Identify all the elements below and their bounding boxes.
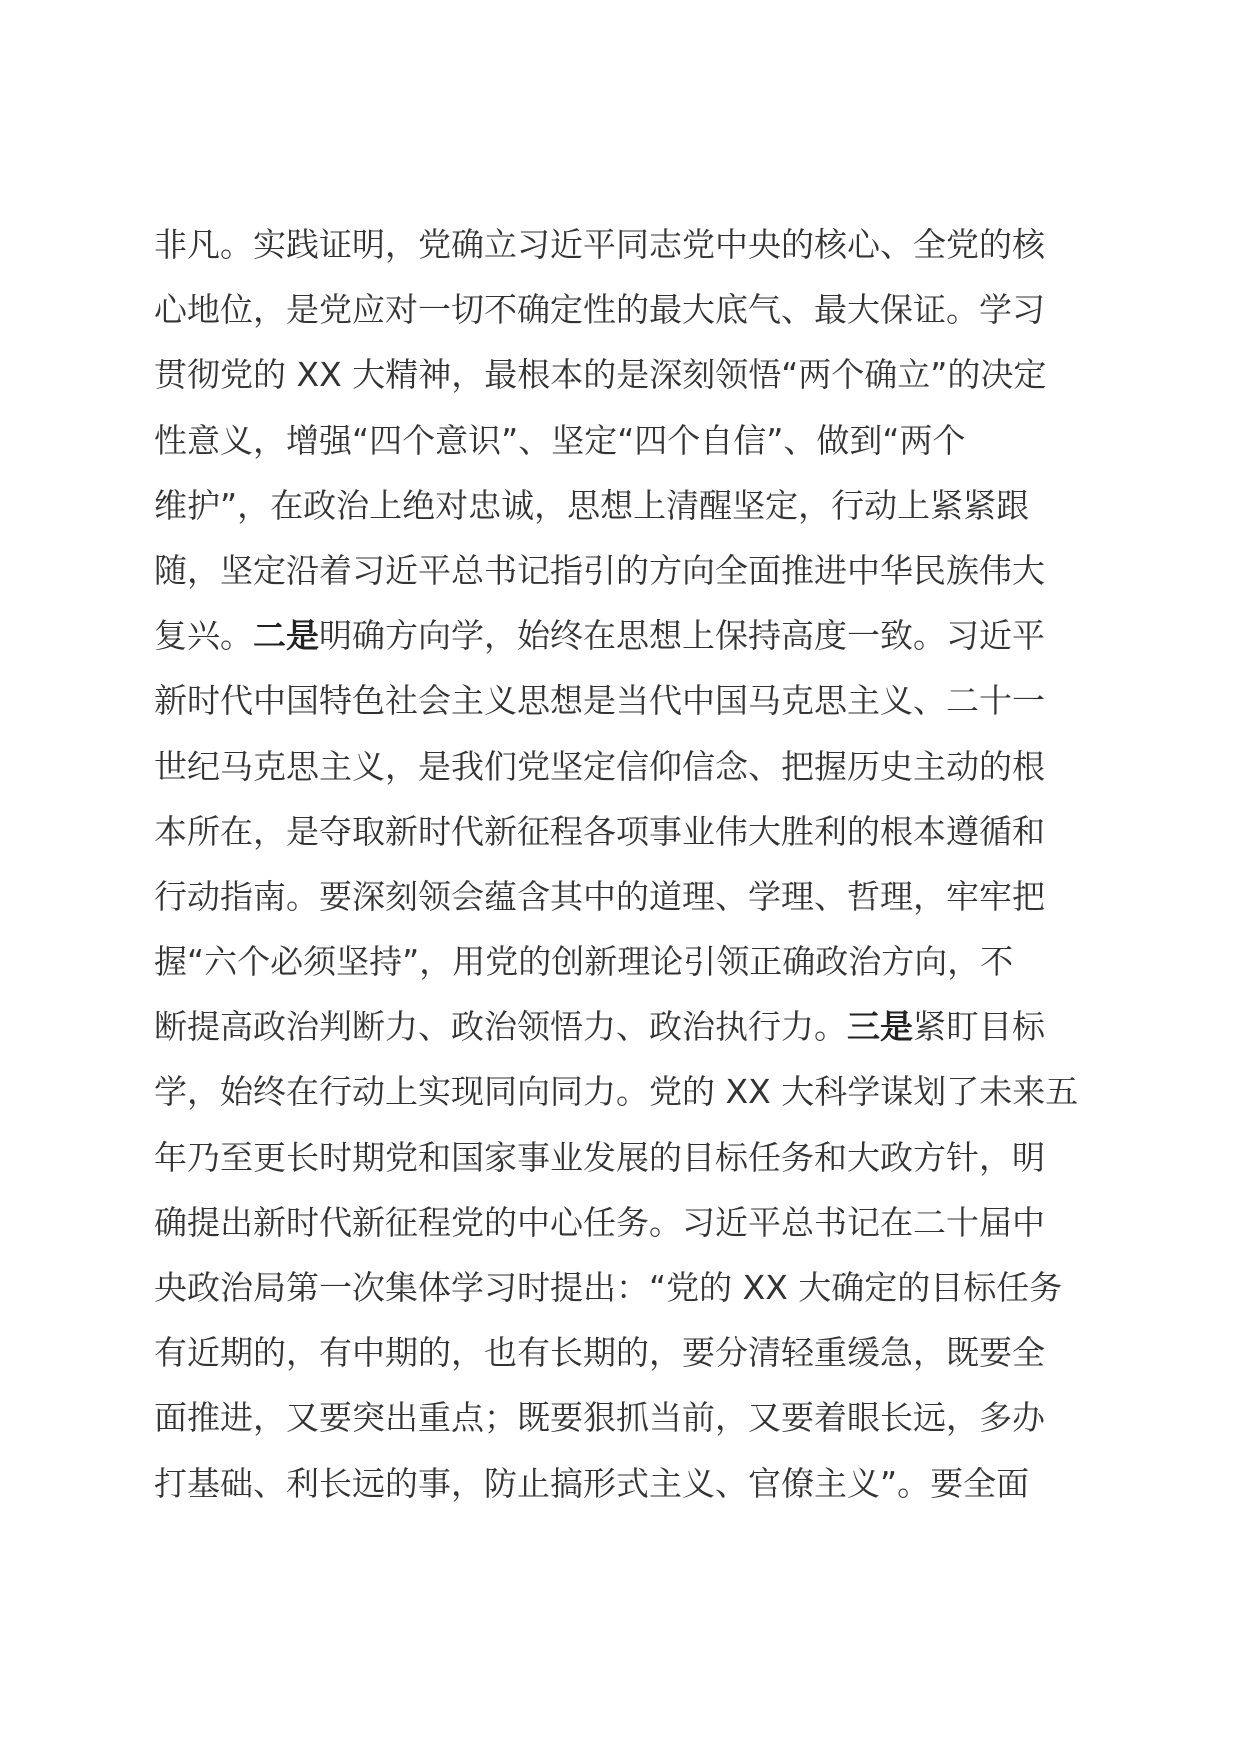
text-segment: 明确方向学，始终在思想上保持高度一致。习近平: [319, 616, 1045, 656]
text-segment: 非凡。实践证明，党确立习近平同志党中央的核心、全党的核: [154, 225, 1045, 264]
text-segment: 有近期的，有中期的，也有长期的，要分清轻重缓急，既要全: [154, 1333, 1045, 1373]
text-line: [154, 1125, 1094, 1190]
text-line: [154, 1059, 1094, 1124]
body-paragraph: [154, 212, 1094, 1516]
text-line: [154, 799, 1094, 864]
text-segment: 打基础、利长远的事，防止搞形式主义、官僚主义”。要全面: [154, 1463, 1030, 1503]
text-segment: 年乃至更长时期党和国家事业发展的目标任务和大政方针，明: [154, 1137, 1045, 1177]
text-line: [154, 1320, 1094, 1385]
text-segment: 面推进，又要突出重点；既要狠抓当前，又要着眼长远，多办: [154, 1398, 1045, 1438]
text-segment: 本所在，是夺取新时代新征程各项事业伟大胜利的根本遵循和: [154, 811, 1045, 851]
text-segment: 紧盯目标: [913, 1007, 1045, 1047]
text-line: [154, 668, 1094, 733]
text-line: [154, 212, 1094, 277]
text-segment: 确提出新时代新征程党的中心任务。习近平总书记在二十届中: [154, 1202, 1045, 1242]
text-segment: 学，始终在行动上实现同向同力。党的 XX 大科学谋划了未来五: [154, 1072, 1079, 1112]
text-line: [154, 1255, 1094, 1320]
text-segment: 央政治局第一次集体学习时提出：“党的 XX 大确定的目标任务: [154, 1268, 1063, 1307]
bold-heading-marker: 二是: [253, 616, 319, 656]
text-segment: 随，坚定沿着习近平总书记指引的方向全面推进中华民族伟大: [154, 550, 1045, 590]
text-line: [154, 1190, 1094, 1255]
text-line: [154, 929, 1094, 994]
text-segment: 世纪马克思主义，是我们党坚定信仰信念、把握历史主动的根: [154, 746, 1045, 786]
text-line: [154, 342, 1094, 407]
bold-heading-marker: 三是: [847, 1007, 913, 1047]
text-line: [154, 473, 1094, 538]
text-segment: 贯彻党的 XX 大精神，最根本的是深刻领悟“两个确立”的决定: [154, 355, 1047, 395]
text-segment: 维护”，在政治上绝对忠诚，思想上清醒坚定，行动上紧紧跟: [154, 485, 1030, 525]
text-segment: 新时代中国特色社会主义思想是当代中国马克思主义、二十一: [154, 681, 1045, 721]
text-segment: 行动指南。要深刻领会蕴含其中的道理、学理、哲理，牢牢把: [154, 876, 1045, 916]
text-line: [154, 864, 1094, 929]
text-line: [154, 734, 1094, 799]
text-segment: 断提高政治判断力、政治领悟力、政治执行力。: [154, 1007, 847, 1047]
text-line: [154, 1451, 1094, 1516]
text-line: [154, 994, 1094, 1059]
text-segment: 心地位，是党应对一切不确定性的最大底气、最大保证。学习: [154, 290, 1045, 330]
text-segment: 复兴。: [154, 616, 253, 656]
text-line: [154, 538, 1094, 603]
text-segment: 握“六个必须坚持”，用党的创新理论引领正确政治方向，不: [154, 942, 1014, 982]
text-line: [154, 603, 1094, 668]
text-segment: 性意义，增强“四个意识”、坚定“四个自信”、做到“两个: [154, 420, 966, 460]
text-line: [154, 277, 1094, 342]
text-line: [154, 1385, 1094, 1450]
text-line: [154, 408, 1094, 473]
